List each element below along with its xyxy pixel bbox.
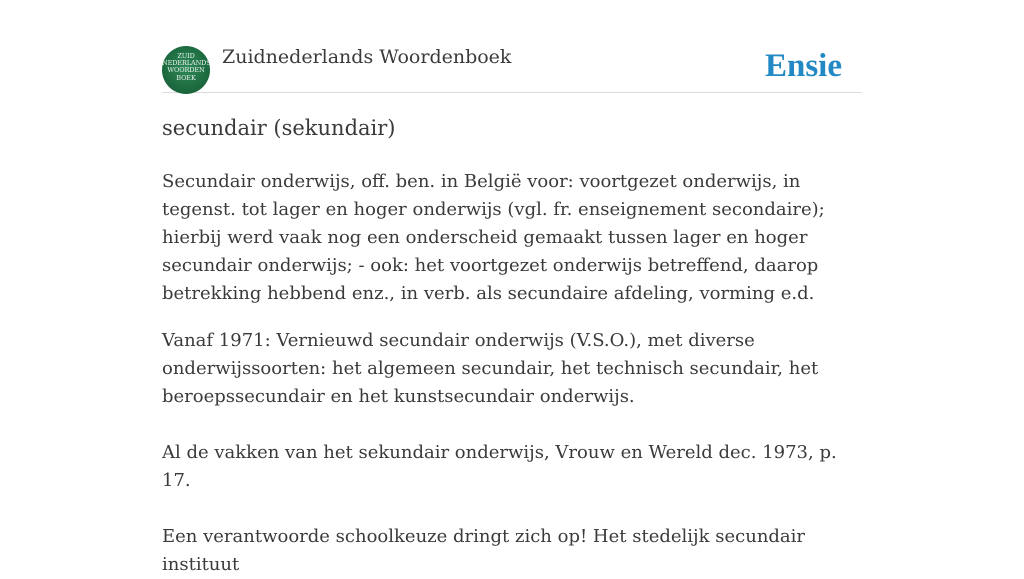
definition-paragraph: Secundair onderwijs, off. ben. in België voor: voortgezet onderwijs, in tegenst. tot lager en hoger onderwijs (vgl. fr. enseignement secondaire); hierbij werd vaak nog een onderscheid gemaakt tussen lager en hoger secundair onderwijs; - ook: het voortgezet onderwijs betreffend, daarop betrekking hebbend enz., in verb. als secundaire afdeling, vorming e.d. — [162, 171, 825, 304]
example-quote: Al de vakken van het sekundair onderwijs, Vrouw en Wereld dec. 1973, p. 17. — [162, 442, 837, 491]
note-paragraph: Vanaf 1971: Vernieuwd secundair onderwijs (V.S.O.), met diverse onderwijssoorten: het algemeen secundair, het technisch secundair, het beroepssecundair en het kunstsecundair onderwijs. — [162, 330, 819, 407]
example-quote: Een verantwoorde schoolkeuze dringt zich op! Het stedelijk secundair instituut — [162, 526, 806, 575]
logo-lettering: ZUID NEDERLANDS WOORDEN BOEK — [162, 52, 211, 82]
dictionary-logo[interactable] — [162, 46, 210, 94]
entry-content — [162, 168, 862, 579]
site-header — [162, 44, 862, 93]
source-title-link[interactable]: Zuidnederlands Woordenboek — [222, 46, 512, 68]
entry-title: secundair (sekundair) — [162, 116, 396, 140]
brand-logo[interactable]: Ensie — [764, 48, 842, 84]
